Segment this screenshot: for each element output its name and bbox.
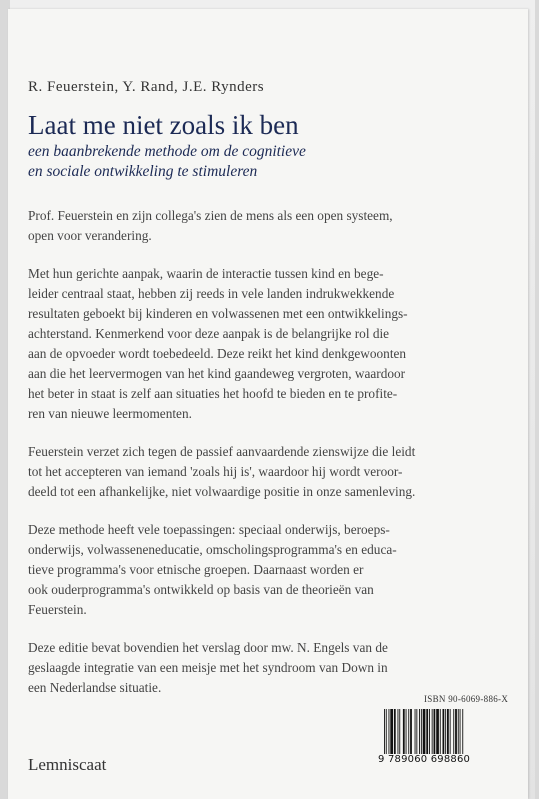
blurb-line: aan die het leervermogen van het kind gaandeweg vergroten, waardoor [28, 366, 406, 381]
barcode-bar [443, 709, 445, 754]
blurb-paragraph-1 [28, 206, 506, 246]
authors: R. Feuerstein, Y. Rand, J.E. Rynders [28, 79, 265, 95]
subtitle-line: en sociale ontwikkeling te stimuleren [28, 163, 258, 180]
barcode-bar [394, 709, 396, 754]
blurb-line: geslaagde integratie van een meisje met het syndroom van Down in [28, 660, 388, 675]
isbn-label: ISBN 90-6069-886-X [424, 694, 509, 704]
barcode-bar [460, 709, 461, 754]
blurb-line: Met hun gerichte aanpak, waarin de interactie tussen kind en bege- [28, 266, 384, 281]
barcode-bar [432, 709, 433, 754]
barcode-bar [410, 709, 412, 754]
barcode-bar [403, 709, 405, 754]
blurb-line: Feuerstein. [28, 602, 87, 617]
blurb-line: resultaten geboekt bij kinderen en volwassenen met een ontwikkelings- [28, 306, 408, 321]
blurb-line: Deze methode heeft vele toepassingen: speciaal onderwijs, beroeps- [28, 522, 390, 537]
blurb-paragraph-3 [28, 442, 506, 502]
blurb-paragraph-5 [28, 638, 506, 698]
blurb-line: tot het accepteren van iemand 'zoals hij is', waardoor hij wordt veroor- [28, 464, 403, 479]
blurb-line: een Nederlandse situatie. [28, 680, 162, 695]
barcode-bar [450, 709, 451, 754]
subtitle-line: een baanbrekende methode om de cognitieve [28, 143, 306, 160]
barcode-bar [390, 709, 393, 754]
blurb-line: ook ouderprogramma's ontwikkeld op basis van de theorieën van [28, 582, 374, 597]
blurb-line: Deze editie bevat bovendien het verslag door mw. N. Engels van de [28, 640, 388, 655]
blurb-line: het beter in staat is zelf aan situaties het hoofd te bieden en te profite- [28, 386, 398, 401]
book-title: Laat me niet zoals ik ben [28, 110, 299, 140]
blurb-line: Prof. Feuerstein en zijn collega's zien de mens als een open systeem, [28, 208, 393, 223]
barcode-bar [386, 709, 387, 754]
blurb-paragraph-4 [28, 520, 506, 620]
blurb-line: onderwijs, volwasseneneducatie, omscholingsprogramma's en educa- [28, 542, 397, 557]
barcode-bar [416, 709, 417, 754]
barcode-bar [455, 709, 457, 754]
barcode-bar [426, 709, 428, 754]
barcode-bar [408, 709, 409, 754]
barcode-bar [415, 709, 416, 754]
blurb-line: achterstand. Kenmerkend voor deze aanpak is de belangrijke rol die [28, 326, 390, 341]
blurb-line: open voor verandering. [28, 228, 152, 243]
barcode-bar [458, 709, 459, 754]
barcode-bar [447, 709, 449, 754]
barcode-bar [440, 709, 441, 754]
blurb-line: tieve programma's voor etnische groepen. Daarnaast worden er [28, 562, 364, 577]
blurb-line: aan de opvoeder wordt toebedeeld. Deze reikt het kind denkgewoonten [28, 346, 407, 361]
barcode-bar [419, 709, 420, 754]
barcode [383, 709, 503, 754]
barcode-bar [429, 709, 430, 754]
blurb [28, 206, 509, 716]
blurb-line: Feuerstein verzet zich tegen de passief aanvaardende zienswijze die leidt [28, 444, 416, 459]
barcode-bar [384, 709, 385, 754]
blurb-line: deeld tot een afhankelijke, niet volwaardige positie in onze samenleving. [28, 484, 416, 499]
barcode-bar [434, 709, 436, 754]
barcode-digits: 9 789060 698860 [378, 754, 471, 765]
barcode-bar [462, 709, 463, 754]
barcode-bar [389, 709, 390, 754]
barcode-bar [399, 709, 400, 754]
barcode-bar [423, 709, 426, 754]
publisher-name: Lemniscaat [28, 755, 107, 774]
barcode-bar [453, 709, 454, 754]
blurb-line: leider centraal staat, hebben zij reeds in vele landen indrukwekkende [28, 286, 395, 301]
barcode-bar [398, 709, 399, 754]
blurb-line: ren van nieuwe leermomenten. [28, 406, 192, 421]
barcode-bar [421, 709, 422, 754]
book-subtitle [28, 142, 498, 182]
barcode-bar [445, 709, 446, 754]
barcode-bar [436, 709, 439, 754]
barcode-bar [406, 709, 407, 754]
blurb-paragraph-2 [28, 264, 506, 424]
